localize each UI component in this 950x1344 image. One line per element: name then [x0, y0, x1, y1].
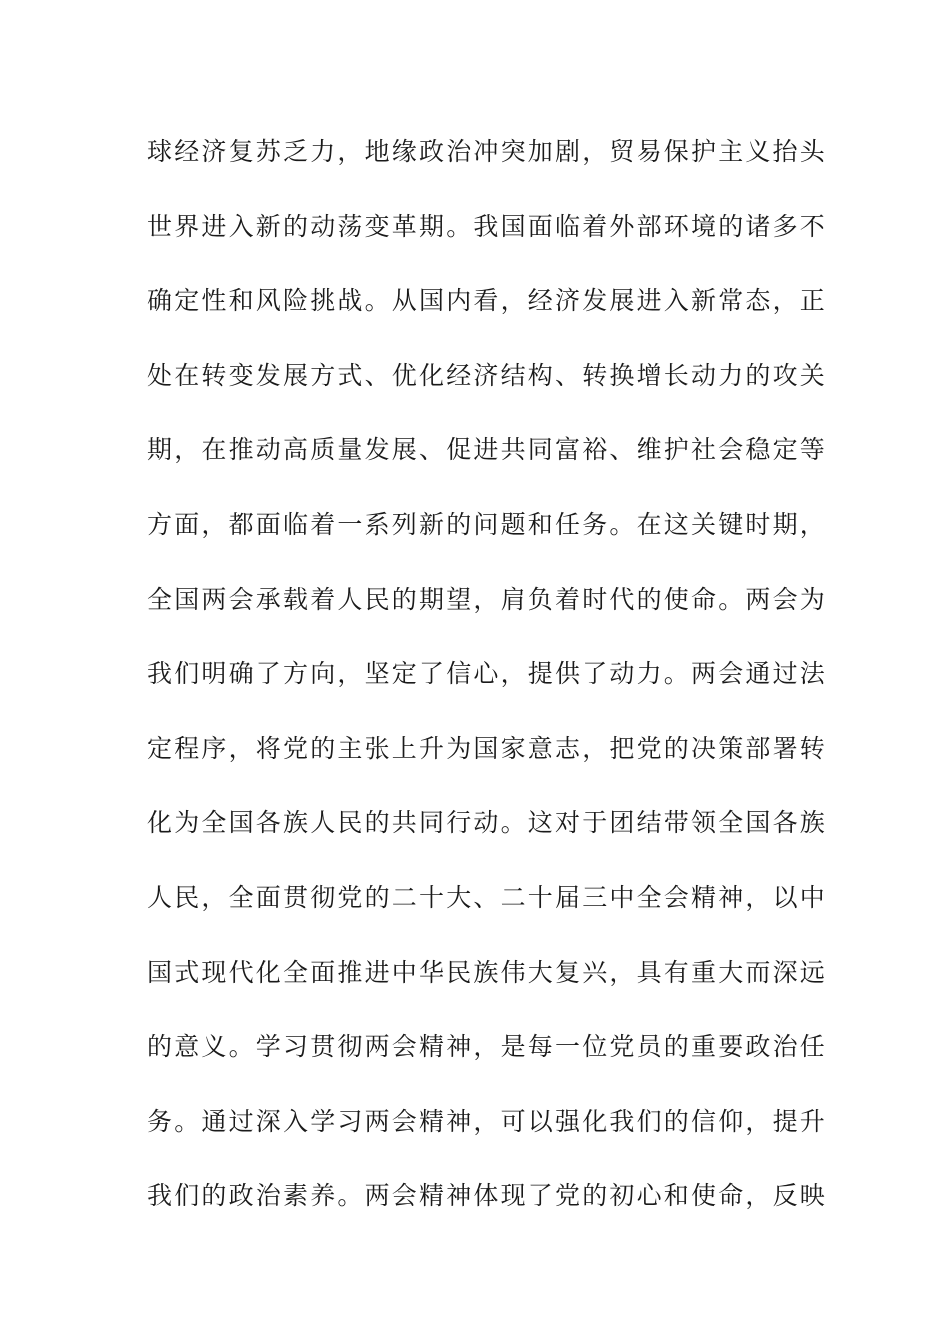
text-line: 的意义。学习贯彻两会精神，是每一位党员的重要政治任	[147, 1032, 828, 1062]
text-line: 我们明确了方向，坚定了信心，提供了动力。两会通过法	[147, 659, 828, 689]
text-line: 人民，全面贯彻党的二十大、二十届三中全会精神，以中	[147, 882, 828, 912]
text-line: 化为全国各族人民的共同行动。这对于团结带领全国各族	[147, 808, 828, 838]
text-line: 期，在推动高质量发展、促进共同富裕、维护社会稳定等	[147, 435, 828, 465]
text-line: 定程序，将党的主张上升为国家意志，把党的决策部署转	[147, 733, 828, 763]
text-line: 我们的政治素养。两会精神体现了党的初心和使命，反映	[147, 1181, 828, 1211]
text-line: 全国两会承载着人民的期望，肩负着时代的使命。两会为	[147, 584, 828, 614]
text-line: 处在转变发展方式、优化经济结构、转换增长动力的攻关	[147, 360, 828, 390]
text-line: 确定性和风险挑战。从国内看，经济发展进入新常态，正	[147, 286, 828, 316]
text-line: 国式现代化全面推进中华民族伟大复兴，具有重大而深远	[147, 957, 828, 987]
body-text	[147, 129, 828, 1248]
text-line: 球经济复苏乏力，地缘政治冲突加剧，贸易保护主义抬头	[147, 137, 828, 166]
text-line: 世界进入新的动荡变革期。我国面临着外部环境的诸多不	[147, 211, 828, 241]
text-line: 方面，都面临着一系列新的问题和任务。在这关键时期，	[147, 509, 828, 539]
text-line: 务。通过深入学习两会精神，可以强化我们的信仰，提升	[147, 1106, 828, 1136]
